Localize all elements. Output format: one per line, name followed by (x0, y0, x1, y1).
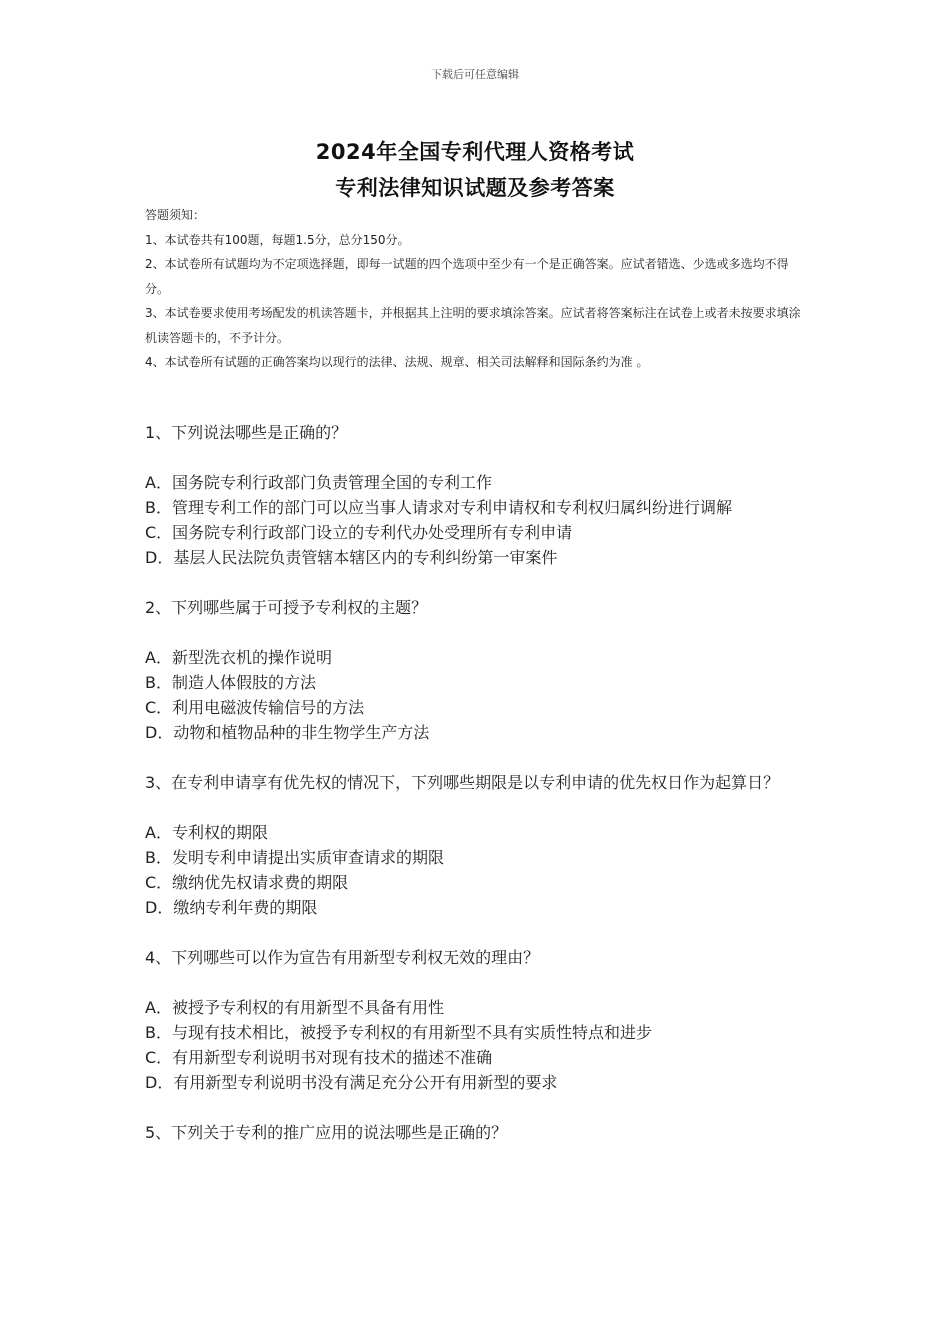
instructions (145, 203, 810, 375)
instruction-item: 1、本试卷共有100题，每题1.5分，总分150分。 (145, 232, 410, 247)
question-stem: 5、下列关于专利的推广应用的说法哪些是正确的？ (145, 1123, 508, 1142)
question-2 (145, 595, 810, 745)
instructions-heading: 答题须知： (145, 208, 206, 222)
question-stem: 3、在专利申请享有优先权的情况下，下列哪些期限是以专利申请的优先权日作为起算日？ (145, 773, 780, 792)
option-c: C．缴纳优先权请求费的期限 (145, 873, 349, 892)
option-b: B．与现有技术相比，被授予专利权的有用新型不具有实质性特点和进步 (145, 1023, 652, 1042)
option-d: D．缴纳专利年费的期限 (145, 898, 318, 917)
question-4 (145, 945, 810, 1095)
option-b: B．制造人体假肢的方法 (145, 673, 316, 692)
question-3 (145, 770, 810, 920)
question-1 (145, 420, 810, 570)
question-stem: 2、下列哪些属于可授予专利权的主题？ (145, 598, 428, 617)
question-stem: 1、下列说法哪些是正确的？ (145, 423, 348, 442)
option-d: D．基层人民法院负责管辖本辖区内的专利纠纷第一审案件 (145, 548, 558, 567)
option-a: A．专利权的期限 (145, 823, 268, 842)
option-a: A．被授予专利权的有用新型不具备有用性 (145, 998, 444, 1017)
option-a: A．国务院专利行政部门负责管理全国的专利工作 (145, 473, 492, 492)
question-list (145, 420, 810, 1170)
header-note: 下载后可任意编辑 (431, 68, 519, 81)
option-d: D．有用新型专利说明书没有满足充分公开有用新型的要求 (145, 1073, 558, 1092)
option-c: C．利用电磁波传输信号的方法 (145, 698, 365, 717)
option-b: B．管理专利工作的部门可以应当事人请求对专利申请权和专利权归属纠纷进行调解 (145, 498, 732, 517)
option-d: D．动物和植物品种的非生物学生产方法 (145, 723, 430, 742)
instruction-item: 2、本试卷所有试题均为不定项选择题，即每一试题的四个选项中至少有一个是正确答案。应试者错选、少选或多选均不得分。 (145, 257, 789, 296)
option-c: C．国务院专利行政部门设立的专利代办处受理所有专利申请 (145, 523, 573, 542)
option-b: B．发明专利申请提出实质审查请求的期限 (145, 848, 444, 867)
option-a: A．新型洗衣机的操作说明 (145, 648, 332, 667)
question-5 (145, 1120, 810, 1145)
question-stem: 4、下列哪些可以作为宣告有用新型专利权无效的理由？ (145, 948, 540, 967)
document-title: 2024年全国专利代理人资格考试 (315, 140, 635, 164)
instruction-item: 4、本试卷所有试题的正确答案均以现行的法律、法规、规章、相关司法解释和国际条约为准 。 (145, 355, 649, 369)
option-c: C．有用新型专利说明书对现有技术的描述不准确 (145, 1048, 493, 1067)
document-subtitle: 专利法律知识试题及参考答案 (335, 176, 615, 200)
instruction-item: 3、本试卷要求使用考场配发的机读答题卡，并根据其上注明的要求填涂答案。应试者将答案标注在试卷上或者未按要求填涂机读答题卡的，不予计分。 (145, 306, 801, 345)
